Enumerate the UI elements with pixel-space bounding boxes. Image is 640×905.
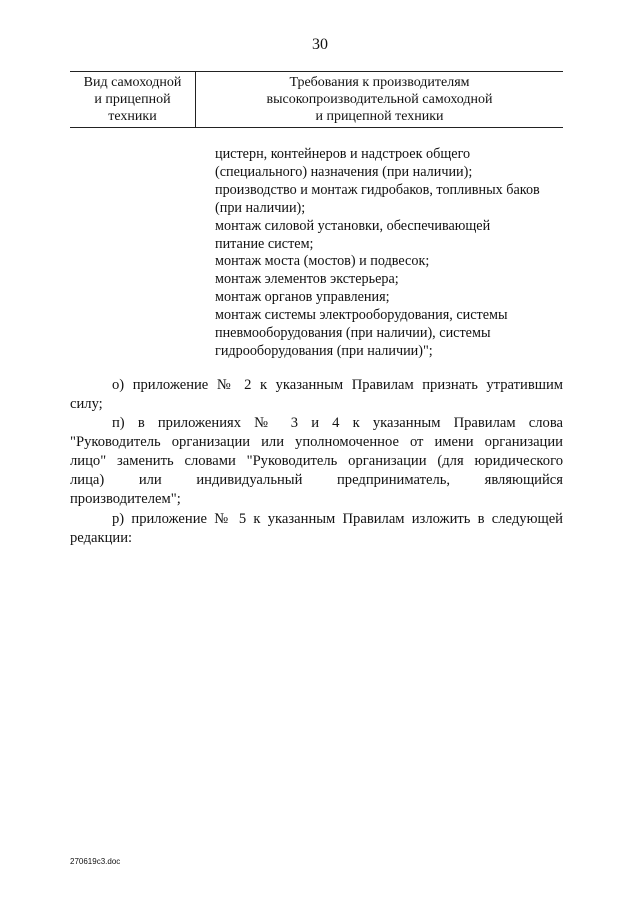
requirement-line: (специального) назначения (при наличии); [215,163,473,180]
table-header-column-1-line: Вид самоходной [83,75,182,90]
paragraph-line: п) в приложениях № 3 и 4 к указанным Правилам слова [112,415,563,431]
requirement-line: пневмооборудования (при наличии), системы [215,325,491,342]
requirement-line: монтаж элементов экстерьера; [215,271,399,288]
requirement-line: монтаж моста (мостов) и подвесок; [215,253,430,270]
page-number: 30 [312,36,328,53]
table-header-column-2-line: и прицепной техники [315,109,444,124]
requirement-line: гидрооборудования (при наличии)"; [215,342,433,359]
table-header-column-2-line: высокопроизводительной самоходной [266,92,493,107]
requirement-line: монтаж органов управления; [215,289,390,306]
requirement-line: производство и монтаж гидробаков, топливных баков [215,181,540,198]
paragraph-o [70,376,563,414]
footer-document-code: 270619c3.doc [70,857,121,866]
table-bottom-rule [70,127,563,128]
table-header [70,71,563,127]
paragraph-line: редакции: [70,530,133,546]
paragraph-line: силу; [70,396,103,412]
paragraph-line: лица) или индивидуальный предприниматель, являющийся [70,472,563,488]
requirement-line: монтаж силовой установки, обеспечивающей [215,217,491,234]
table-header-column-2 [196,74,563,125]
paragraph-line: "Руководитель организации или уполномоченное от имени организации [70,434,563,450]
paragraph-line: о) приложение № 2 к указанным Правилам признать утратившим [112,377,563,393]
paragraph-line: производителем"; [70,491,181,507]
paragraph-line: лицо" заменить словами "Руководитель организации (для юридического [70,453,563,469]
table-header-column-1-line: техники [108,109,157,124]
paragraph-line: р) приложение № 5 к указанным Правилам изложить в следующей [112,511,563,527]
table-header-column-1 [70,74,195,125]
table-top-rule [70,71,563,72]
paragraph-r [70,510,563,548]
table-header-column-2-line: Требования к производителям [289,75,470,90]
requirement-line: (при наличии); [215,199,306,216]
paragraph-p [70,414,563,509]
requirement-line: монтаж системы электрооборудования, системы [215,307,508,324]
requirements-continuation [215,146,575,361]
requirement-line: питание систем; [215,235,314,252]
requirement-line: цистерн, контейнеров и надстроек общего [215,146,471,162]
table-header-column-1-line: и прицепной [94,92,171,107]
